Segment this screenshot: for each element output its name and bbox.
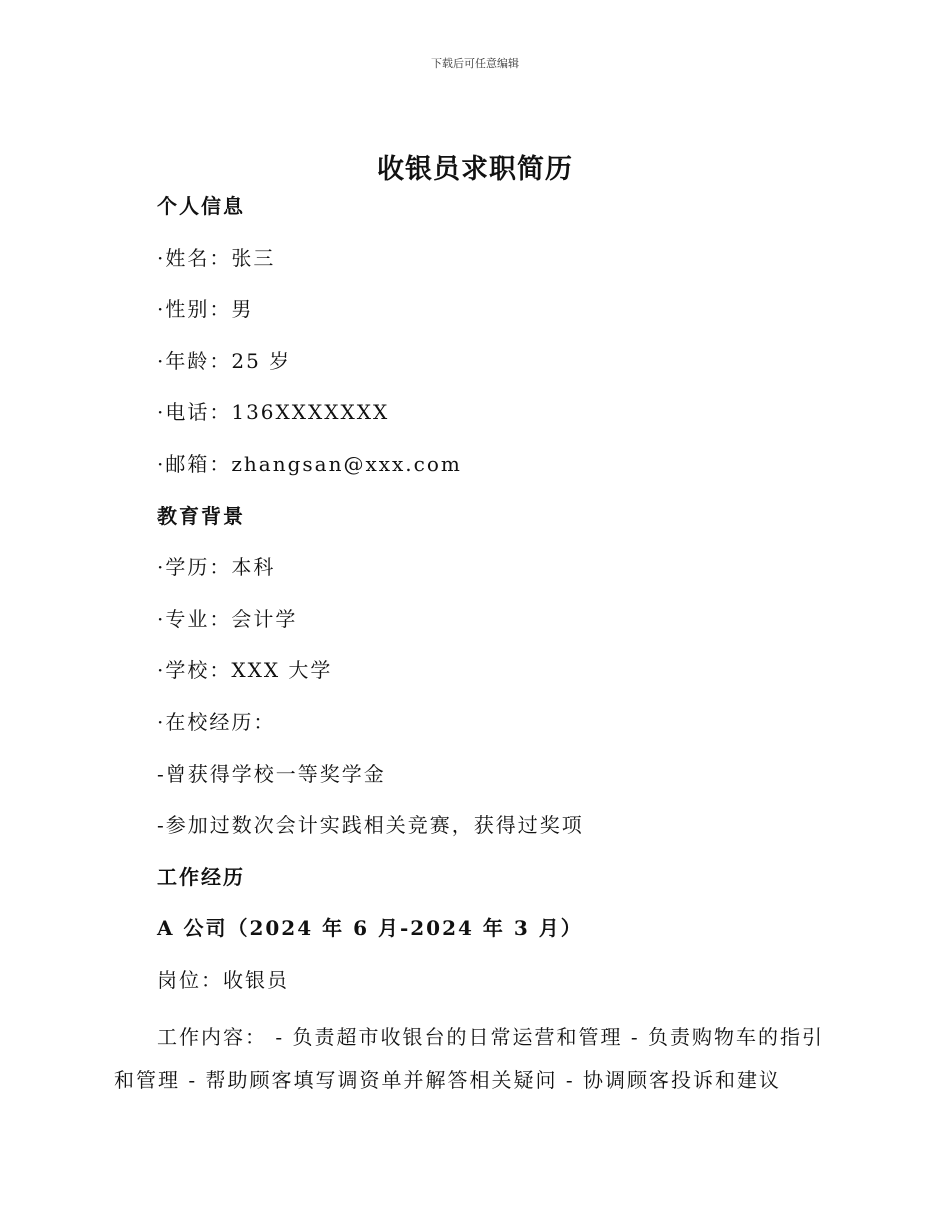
work-company: A 公司（2024 年 6 月-2024 年 3 月）: [157, 916, 583, 941]
personal-email: ·邮箱：zhangsan@xxx.com: [157, 451, 462, 476]
section-heading-work: 工作经历: [157, 864, 245, 889]
personal-phone: ·电话：136XXXXXXX: [157, 400, 390, 425]
section-heading-personal: 个人信息: [157, 194, 245, 218]
education-school: ·学校：XXX 大学: [157, 658, 333, 683]
resume-body: [157, 192, 837, 1018]
education-major: ·专业：会计学: [157, 606, 298, 631]
work-content: 工作内容： - 负责超市收银台的日常运营和管理 - 负责购物车的指引和管理 - 帮助顾客填写调资单并解答相关疑问 - 协调顾客投诉和建议: [114, 1025, 824, 1092]
education-campus-experience: ·在校经历：: [157, 709, 276, 734]
work-position: 岗位：收银员: [157, 967, 289, 992]
personal-gender: ·性别：男: [157, 297, 254, 322]
education-award-scholarship: -曾获得学校一等奖学金: [157, 761, 386, 786]
personal-age: ·年龄：25 岁: [157, 348, 292, 373]
header-note: 下载后可任意编辑: [431, 57, 519, 70]
education-award-competition: -参加过数次会计实践相关竞赛，获得过奖项: [157, 813, 584, 838]
personal-name: ·姓名：张三: [157, 245, 276, 270]
resume-title: 收银员求职简历: [377, 154, 573, 185]
education-degree: ·学历：本科: [157, 555, 276, 580]
section-heading-education: 教育背景: [157, 503, 245, 528]
